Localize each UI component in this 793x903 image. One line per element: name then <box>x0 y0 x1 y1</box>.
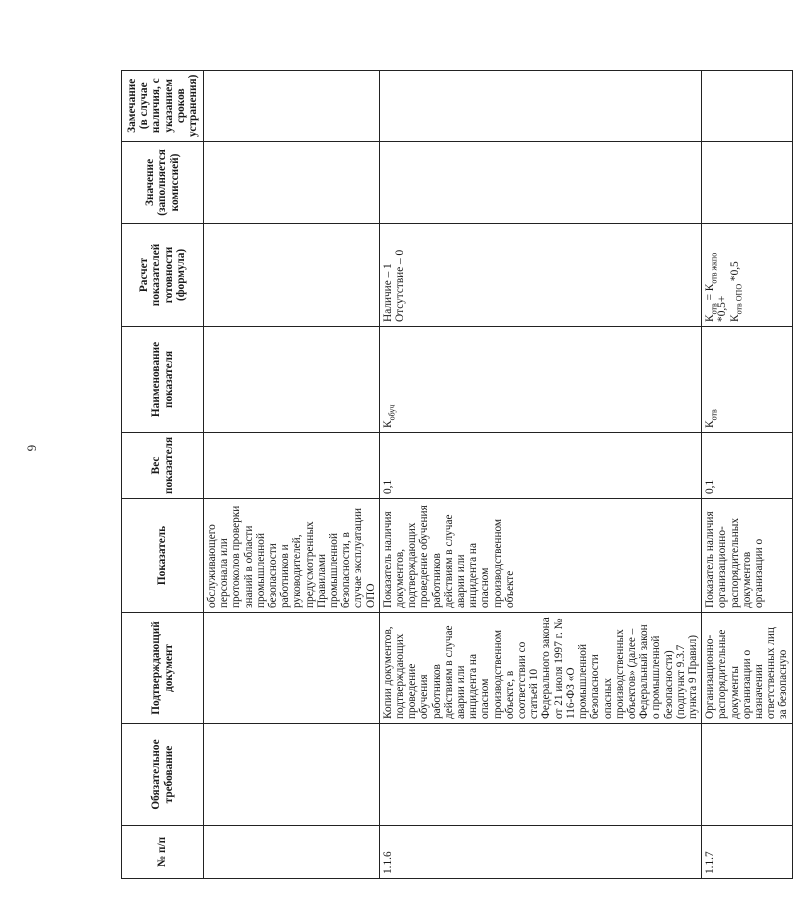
cell-confirming-doc: Организационно-распорядительные документы организации о назначении ответственных лиц за безопасную <box>702 613 792 724</box>
cell-weight <box>204 432 380 498</box>
cell-indicator: Показатель наличия документов, подтверждающих проведение обучения работников действиям в случае аварии или инцидента на опасном производственном объекте <box>379 499 701 613</box>
cell-calculation <box>204 223 380 326</box>
cell-num <box>204 826 380 879</box>
cell-remark <box>379 70 701 141</box>
cell-value <box>702 141 792 223</box>
cell-calculation <box>702 223 792 326</box>
header-name: Наименование показателя <box>122 326 204 432</box>
cell-num: 1.1.7 <box>702 826 792 879</box>
header-requirement: Обязательное требование <box>122 724 204 826</box>
cell-weight: 0,1 <box>379 432 701 498</box>
cell-requirement <box>379 724 701 826</box>
header-value: Значение (заполняется комиссией) <box>122 141 204 223</box>
cell-confirming-doc <box>204 613 380 724</box>
header-remark: Замечание (в случае наличия, с указанием сроков устранения) <box>122 70 204 141</box>
cell-name-main: К <box>704 420 717 428</box>
calc-line-1: $К_{отв} = К_{отв жкпо}$ *0,5+ <box>704 252 729 322</box>
cell-requirement <box>702 724 792 826</box>
table-row <box>702 70 792 878</box>
cell-name <box>702 326 792 432</box>
cell-indicator: Показатель наличия организационно-распорядительных документов организации о <box>702 499 792 613</box>
cell-weight: 0,1 <box>702 432 792 498</box>
cell-value <box>379 141 701 223</box>
cell-name <box>379 326 701 432</box>
calc-line-2: $К_{отв ОПО}$ *0,5 <box>728 261 743 322</box>
cell-indicator: обслуживающего персонала или протоколов проверки знаний в области промышленной безопасности работников и руководителей, предусмотренных Правилами промышленной безопасности, в случае эксплуатации ОПО <box>204 499 380 613</box>
cell-name <box>204 326 380 432</box>
header-calculation: Расчет показателей готовности (формула) <box>122 223 204 326</box>
calc-line-1: Наличие – 1 <box>381 263 394 322</box>
cell-calculation <box>379 223 701 326</box>
cell-remark <box>204 70 380 141</box>
cell-num: 1.1.6 <box>379 826 701 879</box>
cell-name-main: К <box>381 420 394 428</box>
cell-remark <box>702 70 792 141</box>
header-weight: Вес показателя <box>122 432 204 498</box>
cell-name-sub: отв <box>709 409 719 421</box>
requirements-table <box>121 70 793 879</box>
header-indicator: Показатель <box>122 499 204 613</box>
cell-confirming-doc: Копии документов, подтверждающих проведение обучения работников действиям в случае аварии или инцидента на опасном производственном объекте, в соответствии со статьей 10 Федерального закона от 21 июля 1997 г. № 116-ФЗ «О промышленной безопасности опасных производственных объектов» (далее – Федеральный закон о промышленной безопасности) (подпункт 9.3.7 пункта 9 Правил) <box>379 613 701 724</box>
page-number: 6 <box>24 444 40 452</box>
table-row <box>379 70 701 878</box>
cell-requirement <box>204 724 380 826</box>
header-confirming-doc: Подтверждающий документ <box>122 613 204 724</box>
table-row <box>204 70 380 878</box>
table-header-row <box>122 70 204 878</box>
header-num: № п/п <box>122 826 204 879</box>
cell-value <box>204 141 380 223</box>
calc-line-2: Отсутствие – 0 <box>394 249 407 322</box>
cell-name-sub: обуч <box>387 404 397 421</box>
